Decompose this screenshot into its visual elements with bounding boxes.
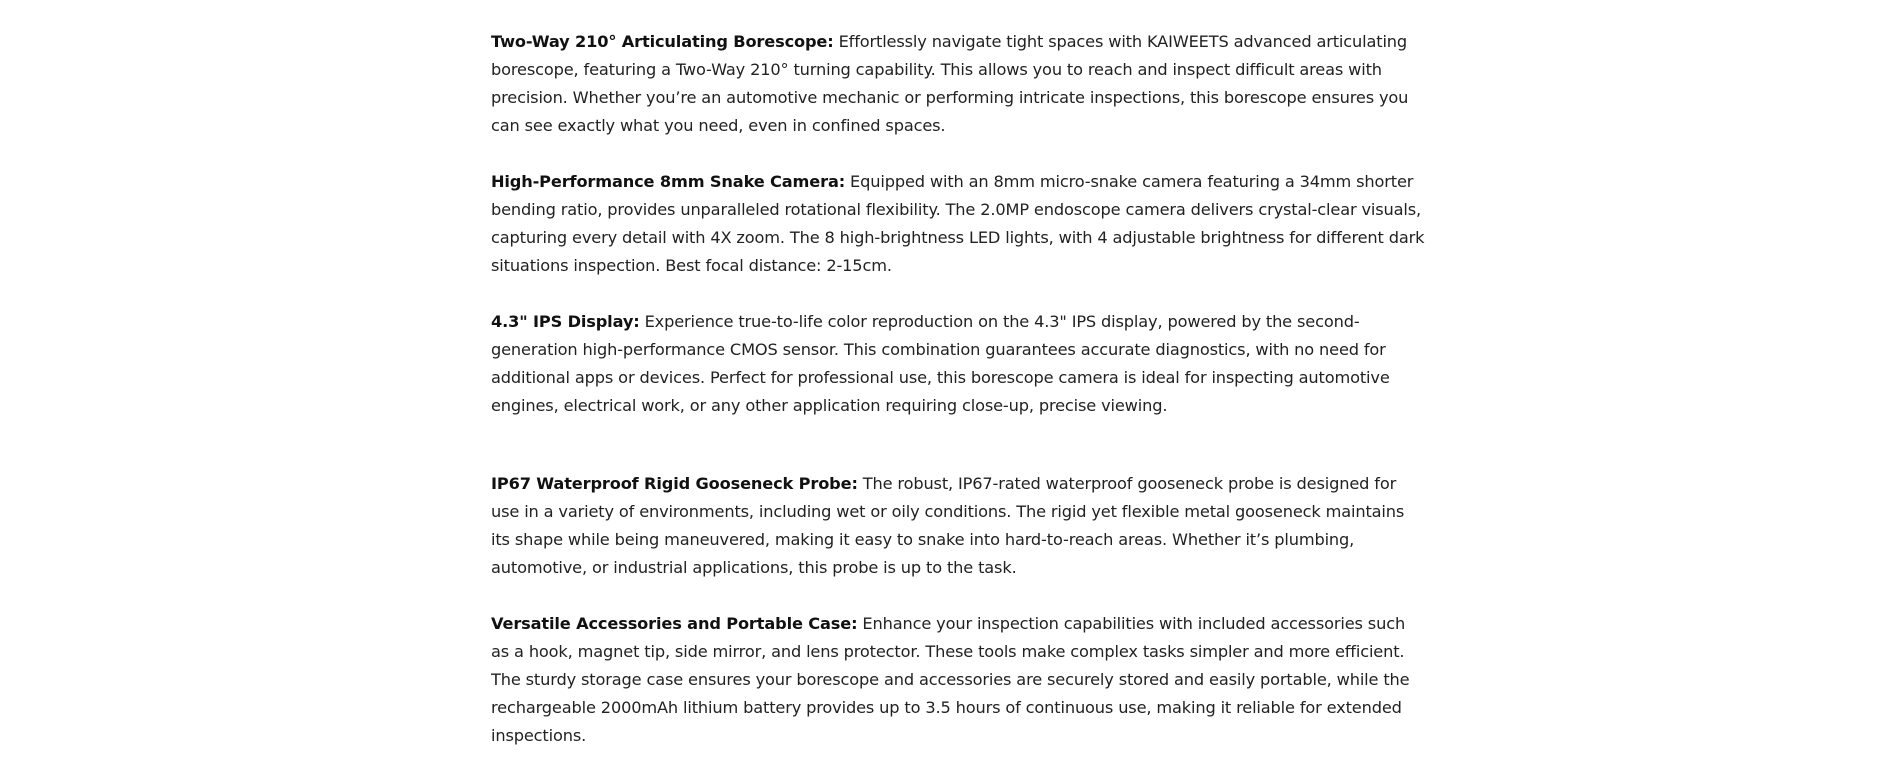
feature-body: Enhance your inspection capabilities with included accessories such as a hook, magnet tip, side mirror, and lens protector. These tools make complex tasks simpler and more efficient. The sturdy storage case ensures your borescope and accessories are securely stored and easily portable, while the rechargeable 2000mAh lithium battery provides up to 3.5 hours of continuous use, making it reliable for extended inspections. bbox=[491, 614, 1410, 745]
product-description bbox=[491, 28, 1426, 778]
feature-title: IP67 Waterproof Rigid Gooseneck Probe: bbox=[491, 474, 858, 493]
feature-body: Effortlessly navigate tight spaces with KAIWEETS advanced articulating borescope, featuring a Two-Way 210° turning capability. This allows you to reach and inspect difficult areas with precision. Whether you’re an automotive mechanic or performing intricate inspections, this borescope ensures you can see exactly what you need, even in confined spaces. bbox=[491, 32, 1409, 135]
feature-title: 4.3" IPS Display: bbox=[491, 312, 640, 331]
feature-title: Two-Way 210° Articulating Borescope: bbox=[491, 32, 834, 51]
feature-gooseneck-probe bbox=[491, 470, 1426, 582]
feature-accessories-case bbox=[491, 610, 1426, 750]
feature-title: High-Performance 8mm Snake Camera: bbox=[491, 172, 846, 191]
feature-ips-display bbox=[491, 308, 1426, 420]
feature-title: Versatile Accessories and Portable Case: bbox=[491, 614, 858, 633]
feature-body: Equipped with an 8mm micro-snake camera featuring a 34mm shorter bending ratio, provides unparalleled rotational flexibility. The 2.0MP endoscope camera delivers crystal-clear visuals, capturing every detail with 4X zoom. The 8 high-brightness LED lights, with 4 adjustable brightness for different dark situations inspection. Best focal distance: 2-15cm. bbox=[491, 172, 1425, 275]
feature-body: Experience true-to-life color reproduction on the 4.3" IPS display, powered by the second-generation high-performance CMOS sensor. This combination guarantees accurate diagnostics, with no need for additional apps or devices. Perfect for professional use, this borescope camera is ideal for inspecting automotive engines, electrical work, or any other application requiring close-up, precise viewing. bbox=[491, 312, 1390, 415]
feature-snake-camera bbox=[491, 168, 1426, 280]
feature-body: The robust, IP67-rated waterproof gooseneck probe is designed for use in a variety of environments, including wet or oily conditions. The rigid yet flexible metal gooseneck maintains its shape while being maneuvered, making it easy to snake into hard-to-reach areas. Whether it’s plumbing, automotive, or industrial applications, this probe is up to the task. bbox=[491, 474, 1405, 577]
feature-articulating-borescope bbox=[491, 28, 1426, 140]
